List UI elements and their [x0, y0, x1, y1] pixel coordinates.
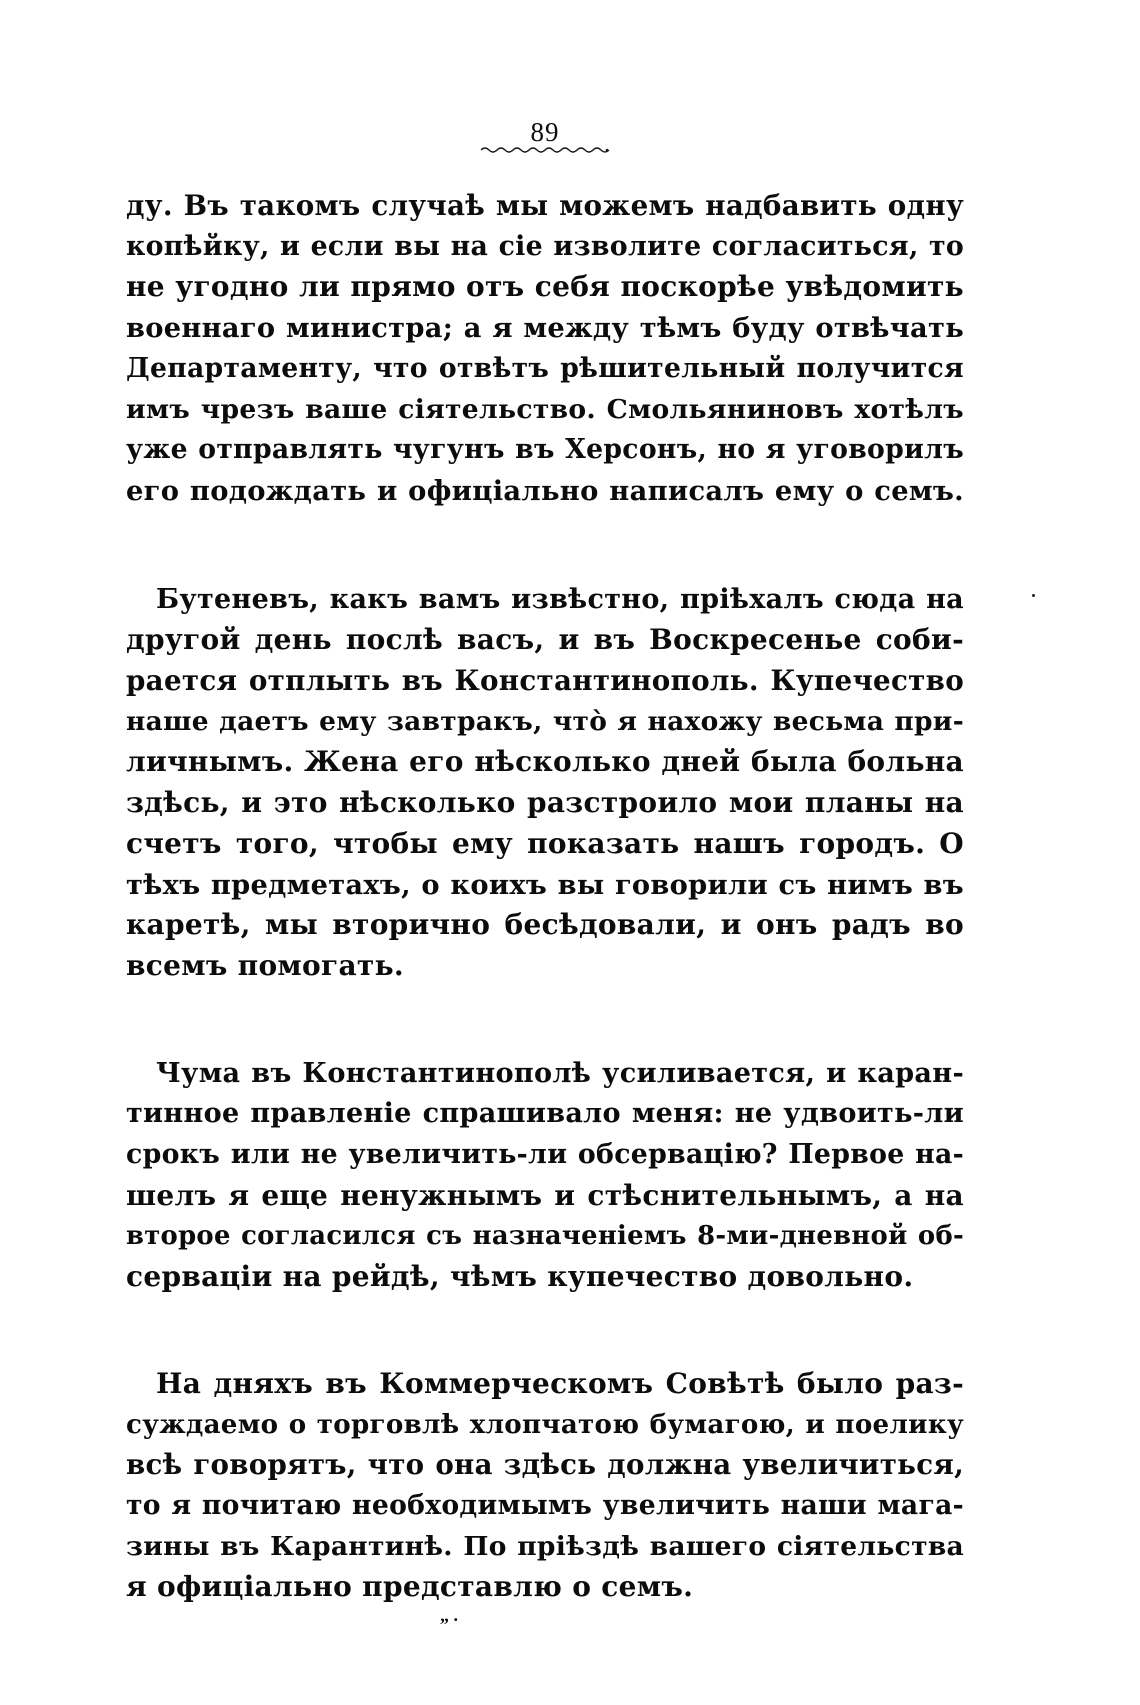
- paragraph: [126, 186, 964, 512]
- text-line: всемъ помогать.: [126, 948, 404, 982]
- text-line: срокъ или не увеличить-ли обсервацію? Первое на-: [126, 1139, 964, 1171]
- page-header: [460, 118, 630, 154]
- text-line: рается отплыть въ Константинополь. Купечество: [126, 664, 964, 698]
- text-line: счетъ того, чтобы ему показать нашъ городъ. О: [126, 826, 964, 860]
- text-line: ду. Въ такомъ случаѣ мы можемъ надбавить одну: [126, 189, 964, 222]
- text-line: то я почитаю необходимымъ увеличить наши мага-: [126, 1489, 964, 1521]
- text-line: копѣйку, и если вы на сіе изволите согласиться, то: [126, 230, 964, 262]
- text-line: шелъ я еще ненужнымъ и стѣснительнымъ, а на: [126, 1178, 964, 1212]
- text-line: всѣ говорятъ, что она здѣсь должна увеличиться,: [126, 1448, 964, 1482]
- text-line: его подождать и офиціально написалъ ему о семъ.: [126, 474, 964, 507]
- text-line: На дняхъ въ Коммерческомъ Совѣтѣ было раз-: [156, 1366, 964, 1400]
- paragraph: [126, 1364, 964, 1608]
- wavy-rule: [479, 146, 611, 154]
- paragraph: [126, 1054, 964, 1298]
- footer-mark: „ .: [440, 1605, 458, 1625]
- text-line: имъ чрезъ ваше сіятельство. Смольяниновъ хотѣлъ: [126, 393, 964, 425]
- text-line: здѣсь, и это нѣсколько разстроило мои планы на: [126, 786, 964, 820]
- text-line: я офиціально представлю о семъ.: [126, 1570, 694, 1604]
- text-line: тѣхъ предметахъ, о коихъ вы говорили съ нимъ въ: [126, 868, 964, 901]
- text-line: Бутеневъ, какъ вамъ извѣстно, пріѣхалъ сюда на: [156, 583, 964, 615]
- text-line: каретѣ, мы вторично бесѣдовали, и онъ радъ во: [126, 908, 964, 942]
- ink-speck: [1032, 594, 1035, 597]
- text-line: не угодно ли прямо отъ себя поскорѣе увѣдомить: [126, 270, 964, 304]
- text-line: второе согласился съ назначеніемъ 8-ми-дневной об-: [126, 1221, 964, 1252]
- text-line: другой день послѣ васъ, и въ Воскресенье соби-: [126, 623, 964, 657]
- text-line: тинное правленіе спрашивало меня: не удвоить-ли: [126, 1098, 964, 1130]
- text-line: зины въ Карантинѣ. По пріѣздѣ вашего сіятельства: [126, 1530, 964, 1562]
- letter-text: [126, 186, 964, 1608]
- text-line: Департаменту, что отвѣтъ рѣшительный получится: [126, 352, 964, 384]
- page-number: 89: [530, 117, 560, 147]
- text-line: наше даетъ ему завтракъ, что̀ я нахожу весьма при-: [126, 705, 964, 737]
- text-line: уже отправлять чугунъ въ Херсонъ, но я уговорилъ: [126, 434, 964, 466]
- text-line: Чума въ Константинополѣ усиливается, и каран-: [156, 1057, 964, 1089]
- text-line: военнаго министра; а я между тѣмъ буду отвѣчать: [126, 312, 964, 345]
- paragraph: [126, 580, 964, 987]
- text-line: суждаемо о торговлѣ хлопчатою бумагою, и поелику: [126, 1408, 964, 1440]
- text-line: личнымъ. Жена его нѣсколько дней была больна: [126, 745, 964, 779]
- text-line: серваціи на рейдѣ, чѣмъ купечество довольно.: [126, 1260, 914, 1294]
